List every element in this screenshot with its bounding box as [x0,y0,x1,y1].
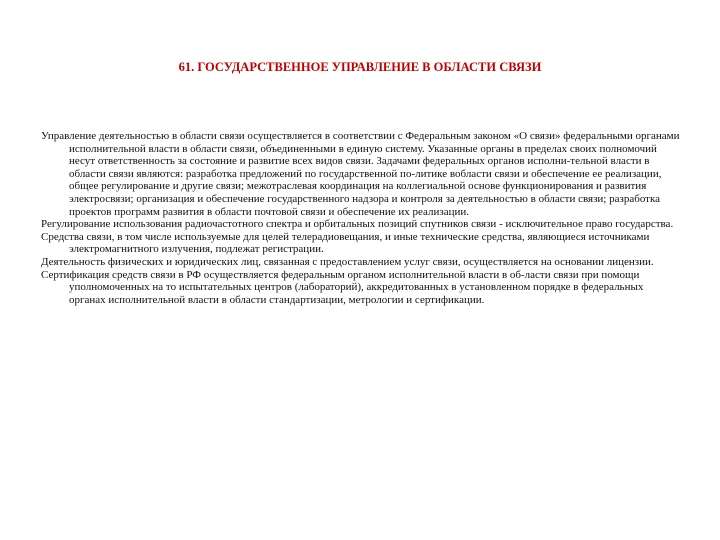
paragraph-certification: Сертификация средств связи в РФ осуществляется федеральным органом исполнительной власти в об-ласти связи при помощи уполномоченных на то испытательных центров (лабораторий), аккредитованных в установленном порядке в федеральных органах исполнительной власти в области стандартизации, метрологии и сертификации. [41,268,644,306]
slide-title: 61. ГОСУДАРСТВЕННОЕ УПРАВЛЕНИЕ В ОБЛАСТИ СВЯЗИ [178,60,542,74]
paragraph-registration: Средства связи, в том числе используемые для целей телерадиовещания, и иные технические средства, являющиеся источниками электромагнитного излучения, подлежат регистрации. [41,230,650,256]
paragraph-management: Управление деятельностью в области связи осуществляется в соответствии с Федеральным законом «О связи» федеральными органами исполнительной власти в области связи, объединенными в единую систему. Указанные органы в пределах своих полномочий несут ответственность за состояние и развитие всех видов связи. Задачами федеральных органов исполни-тельной власти в области связи являются: разработка предложений по государственной по-литике вобласти связи и обеспечение ее реализации, общее регулирование и другие связи; межотраслевая координация на коллегиальной основе функционирования и развития электросвязи; организация и обеспечение государственного надзора и контроля за деятельностью в области связи; разработка проектов программ развития в области почтовой связи и обеспечение их реализации. [41,130,680,218]
paragraph-licensing: Деятельность физических и юридических лиц, связанная с предоставлением услуг связи, осуществляется на основании лицензии. [41,255,654,268]
slide-body [41,130,681,306]
paragraph-radio-spectrum: Регулирование использования радиочастотного спектра и орбитальных позиций спутников связи - исключительное право государства. [41,218,674,231]
